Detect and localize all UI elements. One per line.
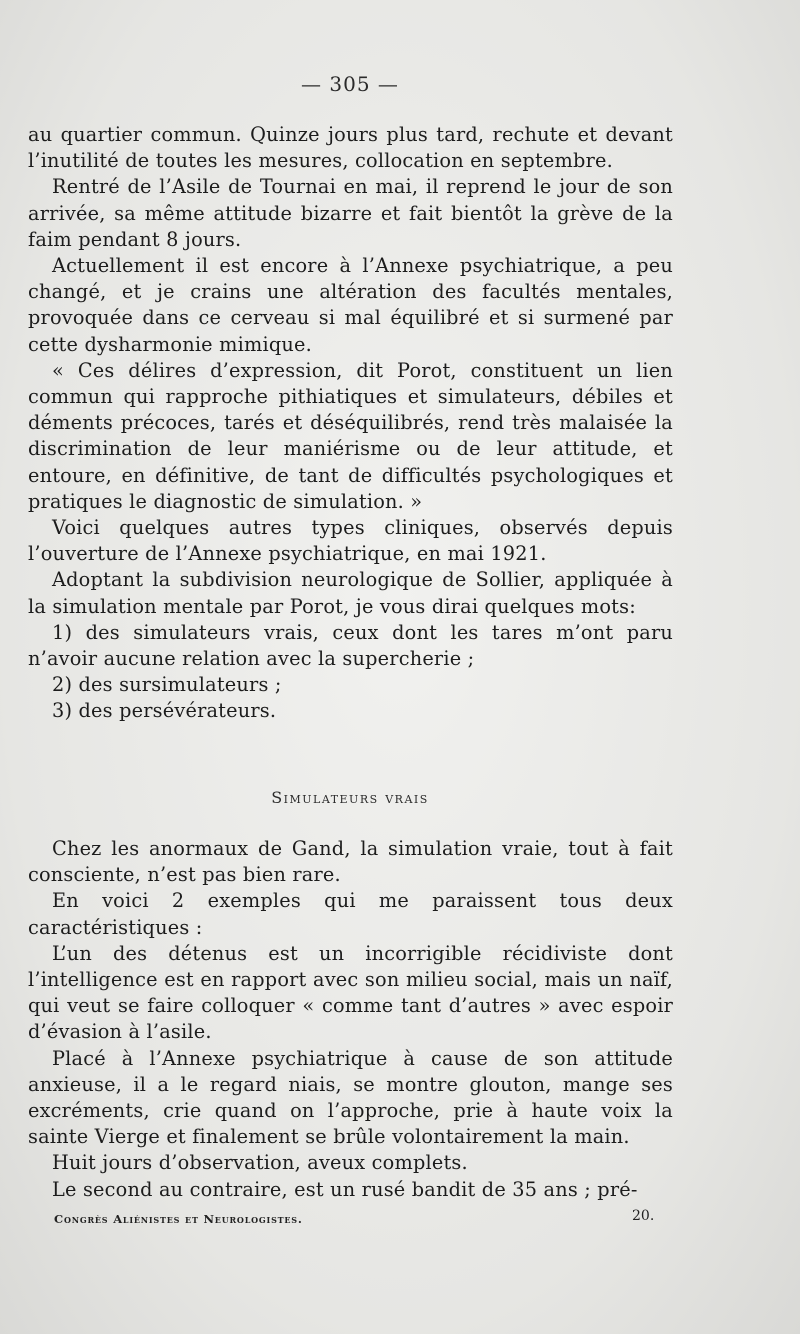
paragraph: L’un des détenus est un incorrigible récidiviste dont l’intelligence est en rapport avec son milieu social, mais un naïf, qui veut se faire colloquer « comme tant d’autres » avec espoir d’évasion à l’asile. (28, 941, 673, 1044)
list-item: 3) des persévérateurs. (52, 699, 277, 723)
paragraph: Voici quelques autres types cliniques, observés depuis l’ouverture de l’Annexe psychiatrique, en mai 1921. (28, 516, 673, 566)
footer-signature: Congrès Aliénistes et Neurologistes. (54, 1212, 303, 1226)
paragraph: au quartier commun. Quinze jours plus tard, rechute et devant l’inutilité de toutes les mesures, collocation en septembre. (28, 123, 673, 173)
paragraph: Le second au contraire, est un rusé bandit de 35 ans ; pré- (52, 1177, 638, 1201)
page-number: — 305 — (301, 72, 399, 96)
body-text-top (28, 122, 673, 725)
quote-paragraph: « Ces délires d’expression, dit Porot, constituent un lien commun qui rapproche pithiatiques et simulateurs, débiles et déments précoces, tarés et déséquilibrés, rend très malaisée la discrimination de leur maniérisme ou de leur attitude, et entoure, en définitive, de tant de difficultés psychologiques et pratiques le diagnostic de simulation. » (28, 358, 673, 513)
paragraph: Placé à l’Annexe psychiatrique à cause de son attitude anxieuse, il a le regard niais, se montre glouton, mange ses excréments, crie quand on l’approche, prie à haute voix la sainte Vierge et finalement se brûle volontairement la main. (28, 1046, 673, 1149)
paragraph: Chez les anormaux de Gand, la simulation vraie, tout à fait consciente, n’est pas bien rare. (28, 837, 673, 887)
paragraph: En voici 2 exemples qui me paraissent tous deux caractéristiques : (28, 889, 673, 939)
list-item: 1) des simulateurs vrais, ceux dont les tares m’ont paru n’avoir aucune relation avec la supercherie ; (28, 620, 673, 671)
paragraph: Actuellement il est encore à l’Annexe psychiatrique, a peu changé, et je crains une altération des facultés mentales, provoquée dans ce cerveau si mal équilibré et si surmené par cette dysharmonie mimique. (28, 254, 673, 356)
footer-sheet-number: 20. (632, 1208, 655, 1224)
section-heading: Simulateurs vrais (271, 788, 429, 807)
body-text-bottom (28, 836, 673, 1203)
list-item: 2) des sursimulateurs ; (52, 673, 282, 697)
paragraph: Rentré de l’Asile de Tournai en mai, il reprend le jour de son arrivée, sa même attitude bizarre et fait bientôt la grève de la faim pendant 8 jours. (28, 175, 673, 251)
paragraph: Huit jours d’observation, aveux complets. (52, 1151, 468, 1175)
paragraph: Adoptant la subdivision neurologique de Sollier, appliquée à la simulation mentale par Porot, je vous dirai quelques mots: (28, 568, 673, 618)
